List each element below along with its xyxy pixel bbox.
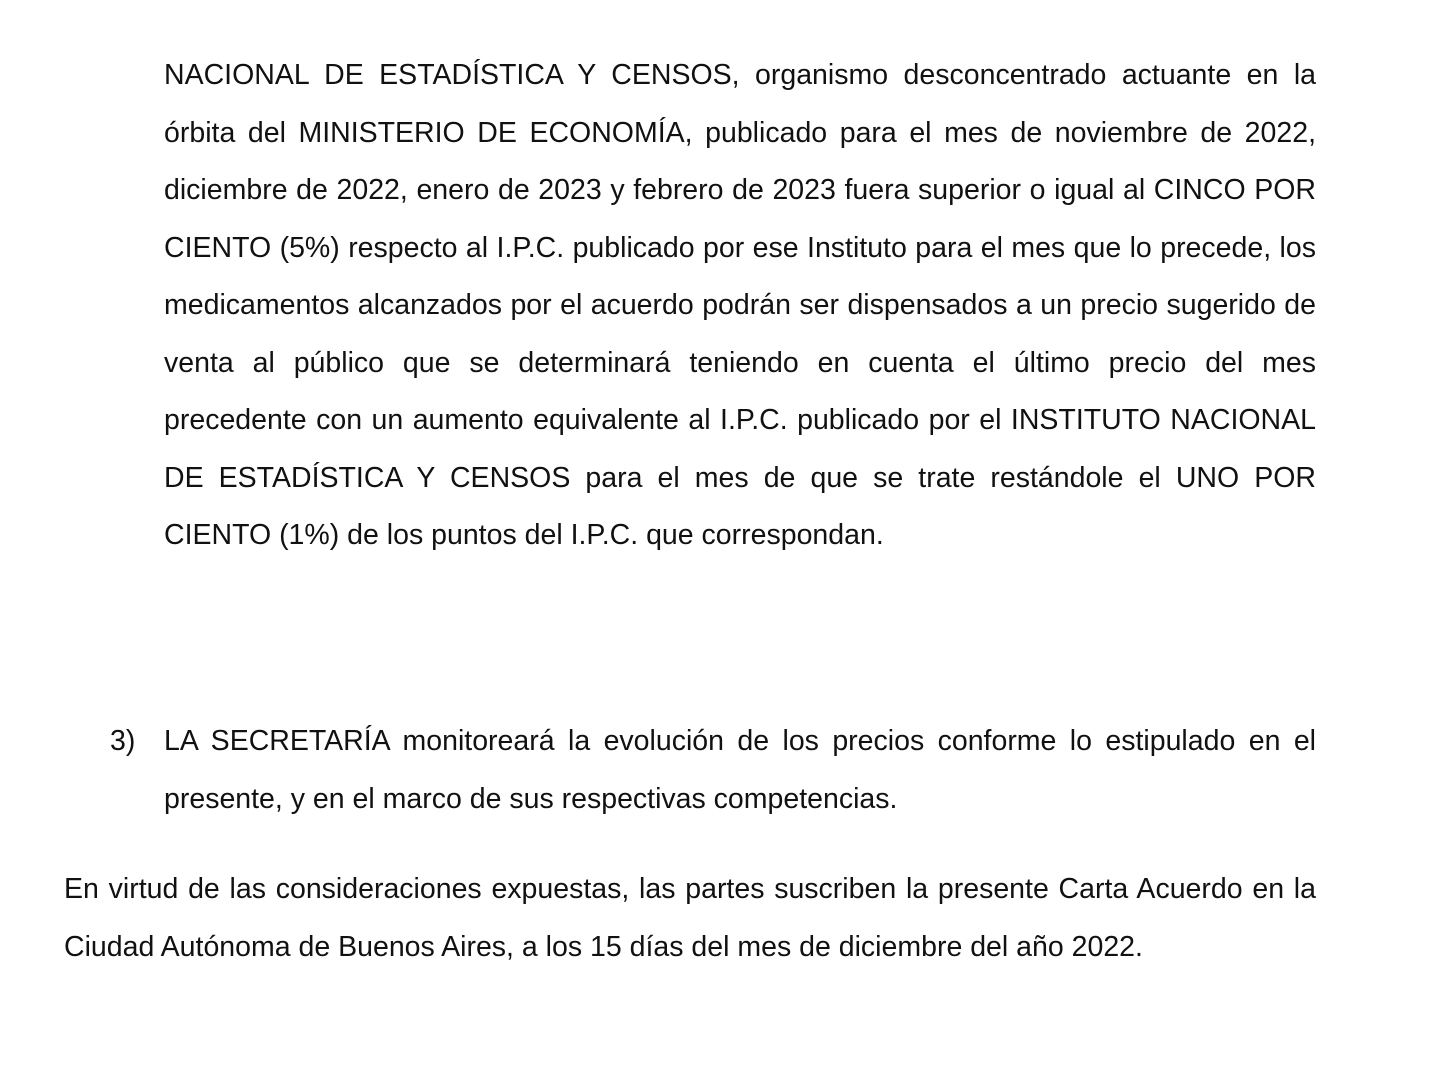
closing-paragraph: En virtud de las consideraciones expuestas, las partes suscriben la presente Carta Acuerdo en la Ciudad Autónoma de Buenos Aires, a los 15 días del mes de diciembre del año 2022. (64, 873, 1316, 963)
continued-paragraph: NACIONAL DE ESTADÍSTICA Y CENSOS, organismo desconcentrado actuante en la órbita del MINISTERIO DE ECONOMÍA, publicado para el mes de noviembre de 2022, diciembre de 2022, enero de 2023 y febrero de 2023 fuera superior o igual al CINCO POR CIENTO (5%) respecto al I.P.C. publicado por ese Instituto para el mes que lo precede, los medicamentos alcanzados por el acuerdo podrán ser dispensados a un precio sugerido de venta al público que se determinará teniendo en cuenta el último precio del mes precedente con un aumento equivalente al I.P.C. publicado por el INSTITUTO NACIONAL DE ESTADÍSTICA Y CENSOS para el mes de que se trate restándole el UNO POR CIENTO (1%) de los puntos del I.P.C. que correspondan. (164, 59, 1316, 551)
list-number: 3) (110, 725, 136, 757)
list-item-text: LA SECRETARÍA monitoreará la evolución de los precios conforme lo estipulado en el presente, y en el marco de sus respectivas competencias. (164, 725, 1316, 815)
